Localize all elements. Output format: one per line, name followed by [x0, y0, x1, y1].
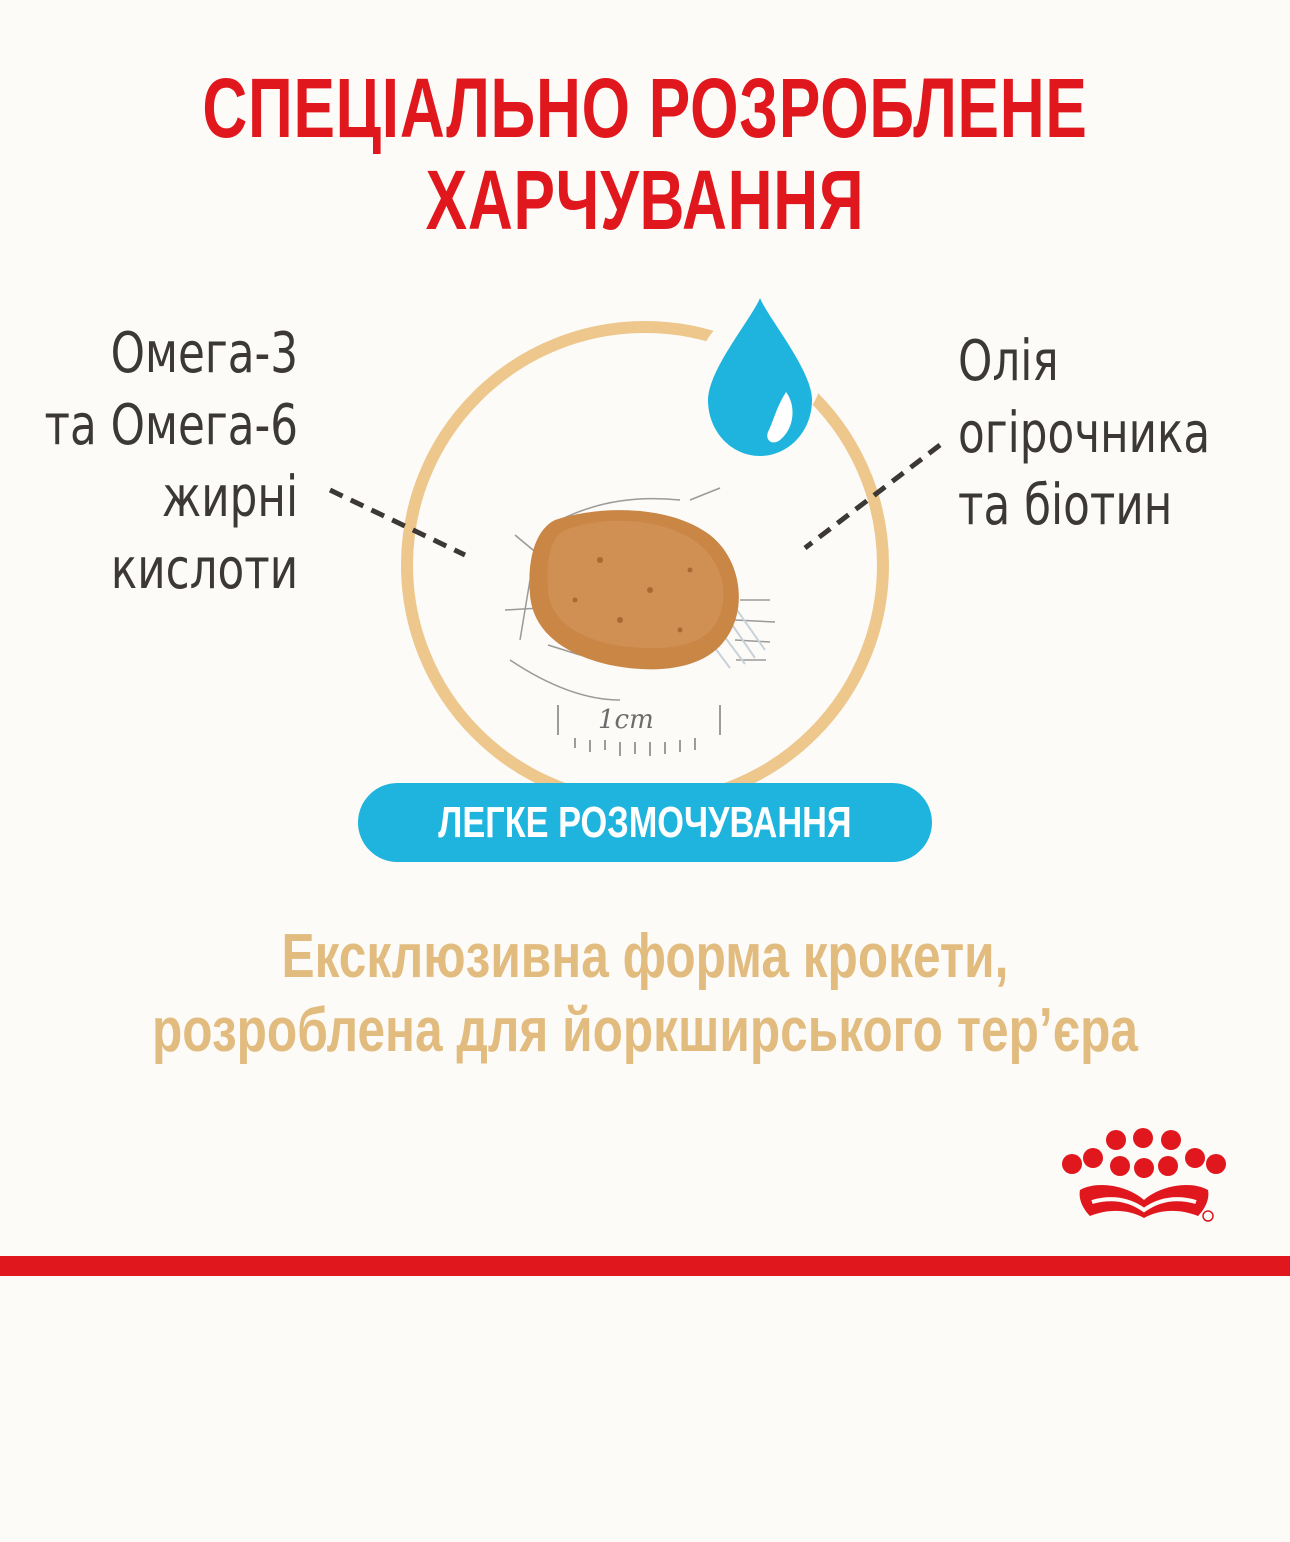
left-callout-line-1: Омега-3	[110, 321, 299, 386]
left-connector	[330, 490, 465, 555]
kibble-image	[529, 510, 738, 669]
caption-line-1: Ексклюзивна форма крокети,	[281, 922, 1009, 991]
caption	[129, 920, 1161, 1068]
left-callout	[44, 318, 298, 606]
ruler-label: 1cm	[598, 705, 654, 735]
water-drop-icon	[708, 298, 812, 456]
easy-soaking-label: ЛЕГКЕ РОЗМОЧУВАННЯ	[438, 797, 852, 847]
caption-line-2: розроблена для йоркширського тер’єра	[152, 996, 1138, 1065]
right-callout-line-2: огірочника	[958, 401, 1211, 466]
title-line-2: ХАРЧУВАННЯ	[425, 153, 865, 247]
right-callout-line-1: Олія	[958, 329, 1059, 394]
left-callout-line-3: жирні	[161, 465, 298, 530]
left-callout-line-4: кислоти	[110, 537, 298, 602]
easy-soaking-badge	[358, 783, 932, 862]
royal-canin-crown-logo	[1058, 1128, 1233, 1228]
right-callout	[958, 326, 1210, 542]
title-line-1: СПЕЦІАЛЬНО РОЗРОБЛЕНЕ	[202, 61, 1088, 155]
bottom-red-bar	[0, 1256, 1290, 1276]
left-callout-line-2: та Омега-6	[44, 393, 298, 458]
right-callout-line-3: та біотин	[958, 473, 1173, 538]
